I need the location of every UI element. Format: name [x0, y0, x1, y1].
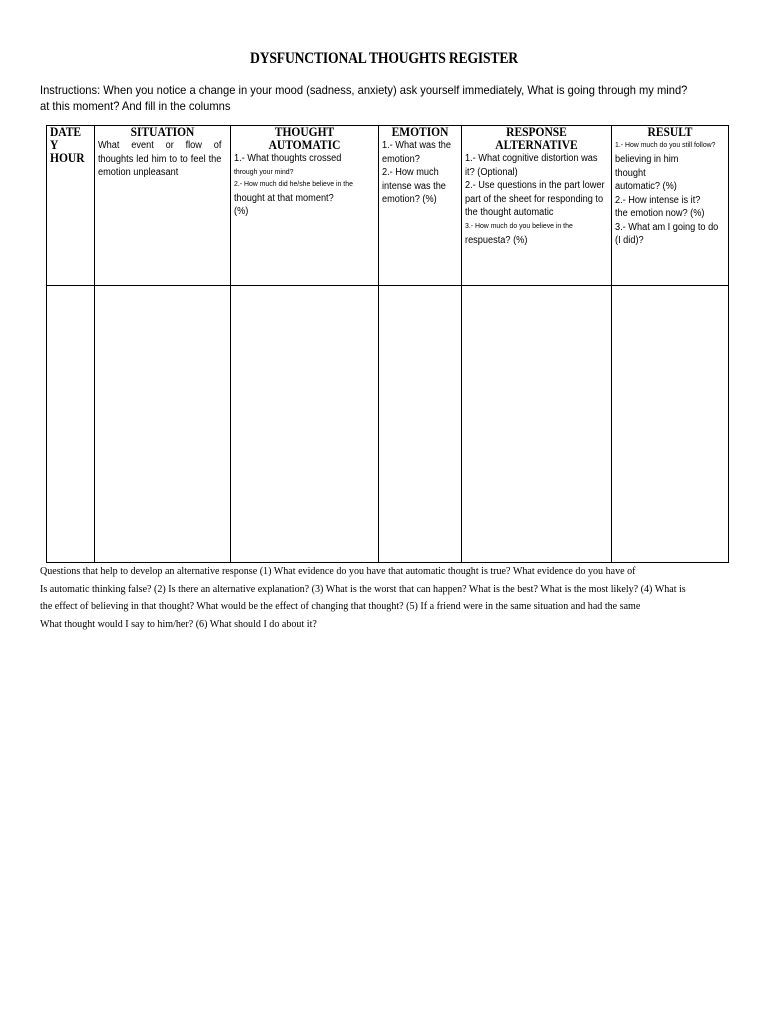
date-hour-header — [47, 126, 95, 286]
situation-entry-cell[interactable] — [95, 286, 231, 563]
result-header — [612, 126, 729, 286]
questions-line-4: What thought would I say to him/her? (6) What should I do about it? — [40, 617, 317, 630]
alternative-heading: ALTERNATIVE — [495, 138, 578, 152]
situation-header — [95, 126, 231, 286]
response-heading: RESPONSE — [506, 125, 567, 139]
questions-line-3: the effect of believing in that thought? What would be the effect of changing that thought? (5) If a friend were in the same situation and had the same — [40, 600, 641, 612]
emotion-entry-cell[interactable] — [379, 286, 462, 563]
emotion-question-2: 2.- How much intense was the emotion? (%) — [382, 167, 446, 205]
situation-heading: SITUATION — [130, 125, 195, 139]
response-question-3: 3.- How much do you believe in the — [465, 220, 573, 230]
response-question-3-cont: respuesta? (%) — [465, 234, 528, 246]
situation-description: What event or flow of thoughts led him to to feel the emotion unpleasant — [98, 140, 222, 178]
thought-question-1-cont: through your mind? — [234, 166, 294, 176]
instructions-line-2: at this moment? And fill in the columns — [40, 99, 231, 113]
automatic-thought-entry-cell[interactable] — [231, 286, 379, 563]
alternative-response-questions — [40, 563, 735, 633]
emotion-heading: EMOTION — [391, 125, 449, 139]
alternative-response-entry-cell[interactable] — [462, 286, 612, 563]
hour-heading: HOUR — [50, 151, 85, 165]
result-question-1-cont: believing in him — [615, 154, 679, 165]
document-title: DYSFUNCTIONAL THOUGHTS REGISTER — [250, 50, 518, 67]
result-question-2-cont: the emotion now? (%) — [615, 208, 705, 219]
table-header-row — [47, 126, 729, 286]
questions-line-1: Questions that help to develop an alternative response (1) What evidence do you have that automatic thought is true? What evidence do you have of — [40, 565, 636, 577]
date-heading: DATE — [50, 125, 82, 139]
result-heading: RESULT — [647, 125, 693, 139]
table-entry-row — [47, 286, 729, 563]
questions-line-2: Is automatic thinking false? (2) Is there an alternative explanation? (3) What is the worst that can happen? What is the best? What is the most likely? (4) What is — [40, 582, 686, 595]
alternative-response-header — [462, 126, 612, 286]
thought-question-2-percent: (%) — [234, 206, 249, 217]
result-question-3-cont: (I did)? — [615, 235, 644, 246]
result-question-3: 3.- What am I going to do — [615, 221, 719, 233]
thought-heading: THOUGHT — [274, 125, 335, 139]
emotion-header — [379, 126, 462, 286]
thought-question-1: 1.- What thoughts crossed — [234, 153, 342, 164]
date-y-heading: Y — [50, 138, 59, 152]
instructions-line-1: Instructions: When you notice a change in your mood (sadness, anxiety) ask yourself immediately, What is going through my mind? — [40, 83, 688, 97]
result-entry-cell[interactable] — [612, 286, 729, 563]
response-question-2: 2.- Use questions in the part lower part of the sheet for responding to the thought automatic — [465, 180, 605, 218]
thought-question-2-cont: thought at that moment? — [234, 192, 334, 204]
thought-register-table — [46, 125, 729, 563]
date-hour-entry-cell[interactable] — [47, 286, 95, 563]
result-question-1-cont-2: thought — [615, 167, 646, 179]
automatic-thought-header — [231, 126, 379, 286]
result-question-1: 1.- How much do you still follow? — [615, 140, 716, 149]
result-question-2: 2.- How intense is it? — [615, 194, 701, 206]
emotion-question-1: 1.- What was the emotion? — [382, 140, 452, 165]
instructions — [40, 82, 691, 114]
response-question-1: 1.- What cognitive distortion was it? (Optional) — [465, 153, 598, 178]
thought-question-2: 2.- How much did he/she believe in the — [234, 178, 353, 188]
automatic-heading: AUTOMATIC — [268, 138, 341, 152]
result-question-1-cont-3: automatic? (%) — [615, 181, 677, 192]
